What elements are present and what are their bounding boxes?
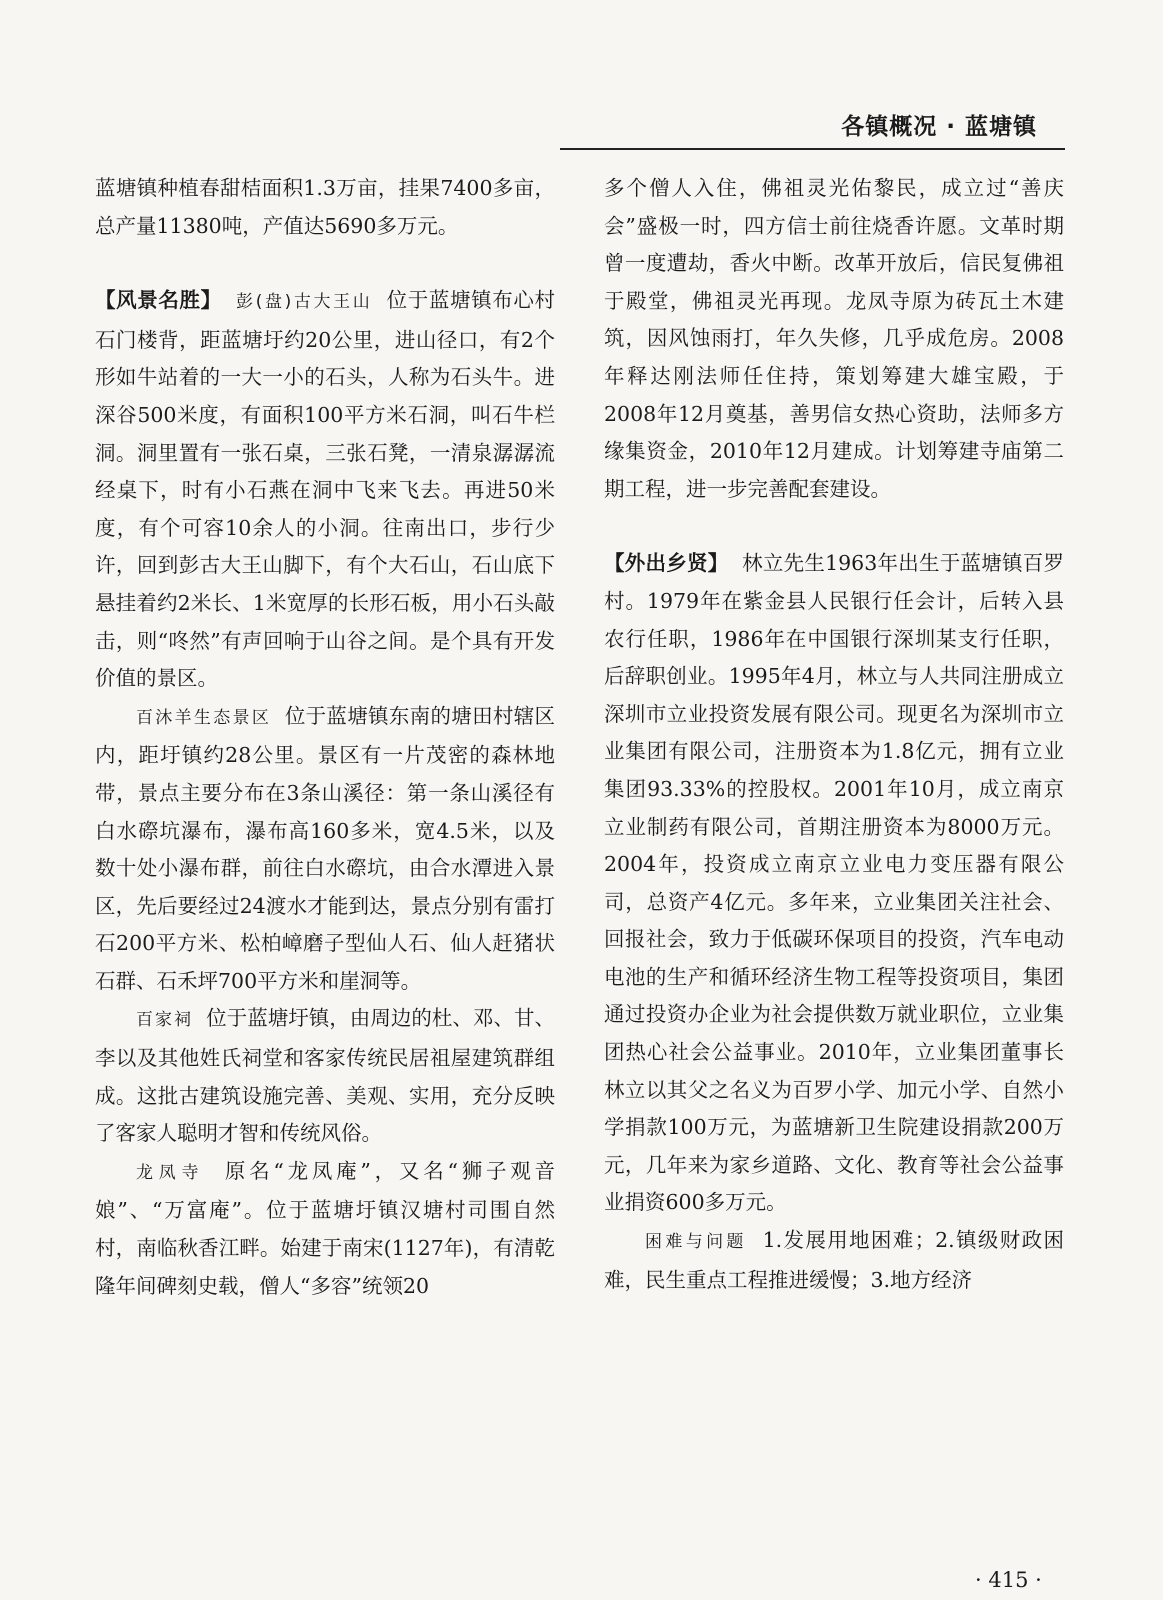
subheading-difficulties: 困难与问题 — [645, 1232, 747, 1253]
left-column — [95, 170, 555, 1305]
paragraph-longfeng-cont: 多个僧人入住，佛祖灵光佑黎民，成立过“善庆会”盛极一时，四方信士前往烧香许愿。文革时期曾一度遭劫，香火中断。改革开放后，信民复佛祖于殿堂，佛祖灵光再现。龙凤寺原为砖瓦土木建筑，因风蚀雨打，年久失修，几乎成危房。2008年释达刚法师任住持，策划筹建大雄宝殿，于2008年12月奠基，善男信女热心资助，法师多方缘集资金，2010年12月建成。计划筹建寺庙第二期工程，进一步完善配套建设。 — [604, 176, 1064, 501]
paragraph-longfeng — [95, 1153, 555, 1305]
paragraph-baimuyang — [95, 698, 555, 1001]
paragraph-difficulties — [604, 1222, 1064, 1299]
pangu-text: 位于蓝塘镇布心村石门楼背，距蓝塘圩约20公里，进山径口，有2个形如牛站着的一大一小的石头，人称为石头牛。进深谷500米度，有面积100平方米石洞，叫石牛栏洞。洞里置有一张石桌，三张石凳，一清泉潺潺流经桌下，时有小石燕在洞中飞来飞去。再进50米度，有个可容10余人的小洞。往南出口，步行少许，回到彭古大王山脚下，有个大石山，石山底下悬挂着约2米长、1米宽厚的长形石板，用小石头敲击，则“咚然”有声回响于山谷之间。是个具有开发价值的景区。 — [95, 288, 556, 691]
running-header — [560, 100, 1065, 150]
subheading-longfeng: 龙凤寺 — [136, 1162, 205, 1183]
paragraph-baijiaci — [95, 1000, 555, 1152]
subheading-baimuyang: 百沐羊生态景区 — [136, 707, 272, 728]
subheading-baijiaci: 百家祠 — [136, 1010, 194, 1031]
section-heading-scenic: 【风景名胜】 — [95, 288, 222, 313]
baijiaci-text: 位于蓝塘圩镇，由周边的杜、邓、甘、李以及其他姓氏祠堂和客家传统民居祖屋建筑群组成。这批古建筑设施完善、美观、实用，充分反映了客家人聪明才智和传统风俗。 — [95, 1006, 556, 1146]
baimuyang-text: 位于蓝塘镇东南的塘田村辖区内，距圩镇约28公里。景区有一片茂密的森林地带，景点主要分布在3条山溪径：第一条山溪径有白水磜坑瀑布，瀑布高160多米，宽4.5米，以及数十处小瀑布群，前往白水磜坑，由合水潭进入景区，先后要经过24渡水才能到达，景点分别有雷打石200平方米、松柏嶂磨子型仙人石、仙人赶猪状石群、石禾坪700平方米和崖洞等。 — [95, 703, 555, 993]
page-number: · 415 · — [975, 1568, 1042, 1592]
paragraph-scenic-pangu — [95, 282, 555, 698]
section-heading-notable: 【外出乡贤】 — [604, 551, 729, 576]
paragraph-notable-people — [604, 545, 1064, 1222]
header-title: 各镇概况 · 蓝塘镇 — [841, 114, 1037, 140]
paragraph-citrus: 蓝塘镇种植春甜桔面积1.3万亩，挂果7400多亩，总产量11380吨，产值达5690多万元。 — [95, 176, 555, 238]
right-column — [604, 170, 1064, 1299]
notable-text: 林立先生1963年出生于蓝塘镇百罗村。1979年在紫金县人民银行任会计，后转入县农行任职，1986年在中国银行深圳某支行任职，后辞职创业。1995年4月，林立与人共同注册成立深圳市立业投资发展有限公司。现更名为深圳市立业集团有限公司，注册资本为1.8亿元，拥有立业集团93.33%的控股权。2001年10月，成立南京立业制药有限公司，首期注册资本为8000万元。2004年，投资成立南京立业电力变压器有限公司，总资产4亿元。多年来，立业集团关注社会、回报社会，致力于低碳环保项目的投资，汽车电动电池的生产和循环经济生物工程等投资项目，集团通过投资办企业为社会提供数万就业职位，立业集团热心社会公益事业。2010年，立业集团董事长林立以其父之名义为百罗小学、加元小学、自然小学捐款100万元，为蓝塘新卫生院建设捐款200万元，几年来为家乡道路、文化、教育等社会公益事业捐资600多万元。 — [604, 551, 1065, 1215]
difficulties-text: 1.发展用地困难；2.镇级财政困难，民生重点工程推进缓慢；3.地方经济 — [604, 1228, 1064, 1292]
subheading-pangu-mountain: 彭(盘)古大王山 — [236, 292, 373, 313]
longfeng-text: 原名“龙凤庵”，又名“狮子观音娘”、“万富庵”。位于蓝塘圩镇汉塘村司围自然村，南临秋香江畔。始建于南宋(1127年)，有清乾隆年间碑刻史载，僧人“多容”统领20 — [95, 1158, 555, 1298]
